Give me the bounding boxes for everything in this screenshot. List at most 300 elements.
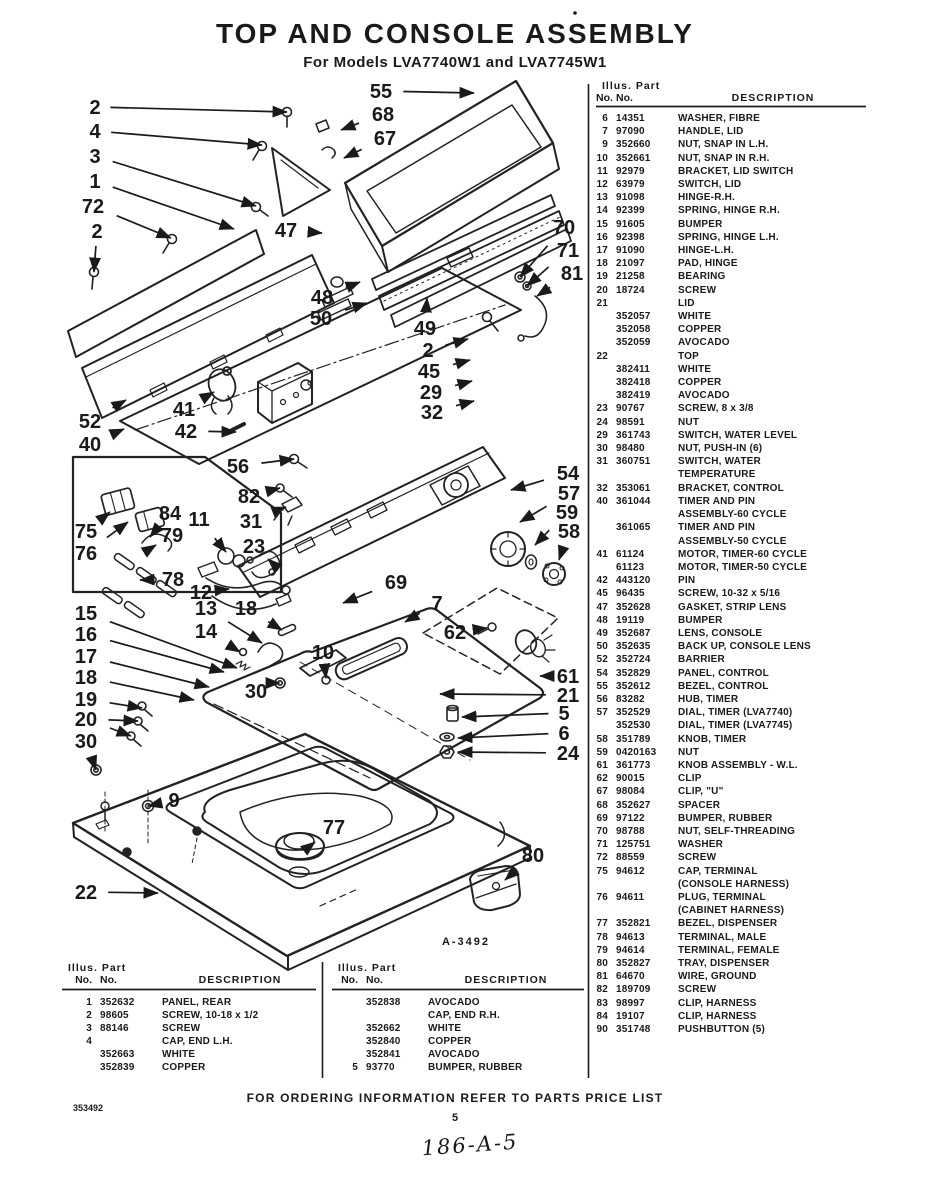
table-row <box>596 970 868 983</box>
table-row <box>596 785 868 798</box>
header-no1: No. <box>596 92 613 104</box>
table-row <box>596 693 868 706</box>
table-row <box>596 284 868 297</box>
description-cell: WASHER <box>678 839 724 851</box>
table-row <box>596 468 868 481</box>
table-row <box>596 244 868 257</box>
part-no-cell: 61124 <box>616 548 645 560</box>
description-cell: BEZEL, CONTROL <box>678 680 769 692</box>
callout-label: 52 <box>78 411 102 433</box>
callout-label: 54 <box>556 463 580 485</box>
page-subtitle: For Models LVA7740W1 and LVA7745W1 <box>303 54 607 71</box>
table-row <box>596 601 868 614</box>
table-row <box>596 917 868 930</box>
illus-no-cell: 52 <box>596 654 608 666</box>
description-cell: CLIP, HARNESS <box>678 997 757 1009</box>
part-no-cell: 352627 <box>616 799 651 811</box>
illus-no-cell <box>596 336 616 349</box>
bottom-left-table-header <box>62 962 318 986</box>
callout-label: 21 <box>556 685 580 707</box>
leader-line <box>505 872 514 880</box>
description-cell: AVOCADO <box>678 337 730 349</box>
header-no2: No. <box>366 974 383 986</box>
table-row <box>596 851 868 864</box>
description-cell: (CABINET HARNESS) <box>678 905 785 917</box>
description-cell: ASSEMBLY-50 CYCLE <box>678 535 787 547</box>
table-row <box>596 1023 868 1036</box>
leader-line <box>527 267 549 286</box>
description-cell: SCREW, 8 x 3/8 <box>678 403 754 415</box>
description-cell: SCREW <box>162 1023 201 1034</box>
description-cell: BARRIER <box>678 654 725 666</box>
illus-no-cell <box>332 996 366 1009</box>
illus-no-cell: 22 <box>596 350 608 362</box>
callout-label: 13 <box>194 598 218 620</box>
part-no-cell: 90767 <box>616 403 645 415</box>
leader-line <box>325 668 326 678</box>
table-row <box>62 1009 318 1022</box>
illus-no-cell: 54 <box>596 667 608 679</box>
part-no-cell: 352057 <box>616 311 651 323</box>
callout-label: 4 <box>89 121 101 143</box>
callout-label: 29 <box>419 382 443 404</box>
leader-line <box>150 545 156 549</box>
callout-label: 69 <box>384 572 408 594</box>
table-row <box>596 310 868 323</box>
leader-line <box>520 506 547 522</box>
illus-no-cell: 31 <box>596 456 608 468</box>
illus-no-cell <box>596 719 616 732</box>
part-no-cell: 352632 <box>100 997 135 1008</box>
part-no-cell: 21097 <box>616 258 645 270</box>
callout-label: 15 <box>74 603 98 625</box>
leader-line <box>341 123 359 130</box>
description-cell: TIMER AND PIN <box>678 495 756 507</box>
part-no-cell: 97122 <box>616 812 645 824</box>
callout-label: 18 <box>74 667 98 689</box>
part-no-cell: 351748 <box>616 1024 651 1036</box>
illus-no-cell: 19 <box>596 271 608 283</box>
leader-line <box>440 694 546 695</box>
illus-no-cell: 30 <box>596 443 608 455</box>
part-no-cell: 352058 <box>616 324 651 336</box>
callout-label: 70 <box>552 217 576 239</box>
illus-no-cell: 6 <box>602 113 608 124</box>
part-no-cell: 91098 <box>616 192 645 204</box>
illus-no-cell <box>332 1009 366 1022</box>
callout-label: 10 <box>311 642 335 664</box>
description-cell: TERMINAL, FEMALE <box>678 944 780 956</box>
part-no-cell <box>616 297 678 310</box>
description-cell: BUMPER <box>678 614 723 626</box>
leader-line <box>456 401 474 406</box>
callout-label: 59 <box>555 502 579 524</box>
leader-line <box>228 645 240 652</box>
table-row <box>596 561 868 574</box>
part-no-cell <box>616 904 678 917</box>
description-cell: SPACER <box>678 799 721 811</box>
illus-no-cell: 62 <box>596 773 608 785</box>
leader-line <box>113 162 256 207</box>
callout-label: 76 <box>74 543 98 565</box>
illus-no-cell: 32 <box>596 482 608 494</box>
part-no-cell <box>366 1009 428 1022</box>
illus-no-cell <box>596 535 616 548</box>
illus-no-cell <box>596 376 616 389</box>
callout-label: 9 <box>168 790 180 812</box>
leader-line <box>458 752 546 753</box>
stray-dot <box>573 11 577 15</box>
table-row <box>596 1010 868 1023</box>
description-cell: KNOB ASSEMBLY - W.L. <box>678 759 798 771</box>
table-row <box>596 270 868 283</box>
table-row <box>596 983 868 996</box>
description-cell: NUT, SNAP IN L.H. <box>678 139 769 151</box>
table-row <box>596 257 868 270</box>
description-cell: WHITE <box>428 1023 462 1034</box>
table-row <box>62 1035 318 1048</box>
illus-no-cell: 16 <box>596 231 608 243</box>
description-cell: CLIP <box>678 773 702 785</box>
table-row <box>596 878 868 891</box>
illus-no-cell: 70 <box>596 825 608 837</box>
description-cell: TRAY, DISPENSER <box>678 958 770 969</box>
callout-label: 1 <box>89 171 101 193</box>
callout-label: 12 <box>189 582 213 604</box>
leader-line <box>453 360 470 365</box>
illus-no-cell: 29 <box>596 429 608 441</box>
illus-no-cell: 58 <box>596 733 608 745</box>
part-no-cell <box>616 878 678 891</box>
table-row <box>596 402 868 415</box>
table-row <box>596 138 868 151</box>
illus-no-cell: 13 <box>596 192 608 204</box>
callout-label: 78 <box>161 569 185 591</box>
leader-line <box>110 107 287 112</box>
description-cell: SPRING, HINGE R.H. <box>678 205 780 217</box>
description-cell: PUSHBUTTON (5) <box>678 1024 766 1036</box>
leader-line <box>511 480 544 490</box>
table-row <box>596 508 868 521</box>
header-no2: No. <box>616 92 633 104</box>
illus-no-cell: 12 <box>596 179 608 191</box>
description-cell: BUMPER, RUBBER <box>428 1062 523 1073</box>
leader-line <box>208 431 236 432</box>
callout-label: 55 <box>369 81 393 103</box>
illus-no-cell: 11 <box>597 165 608 177</box>
part-no-cell: 382419 <box>616 390 651 402</box>
part-no-cell: 0420163 <box>616 746 657 758</box>
callout-label: 62 <box>443 622 467 644</box>
illus-no-cell: 56 <box>596 693 608 705</box>
illus-no-cell: 79 <box>596 944 608 956</box>
part-no-cell: 352662 <box>366 1023 401 1034</box>
top-panel-fasteners-shape <box>101 790 201 864</box>
table-row <box>596 323 868 336</box>
description-cell: CAP, END L.H. <box>162 1036 233 1047</box>
leader-line <box>224 589 229 590</box>
part-no-cell: 91090 <box>616 245 645 257</box>
top-panel-shape <box>73 734 530 970</box>
right-table-header <box>596 80 868 104</box>
part-no-cell: 94612 <box>616 865 645 877</box>
table-row <box>596 614 868 627</box>
leader-line <box>261 459 294 463</box>
pin-shape <box>232 424 244 430</box>
illus-no-cell <box>332 1048 366 1061</box>
table-row <box>62 1048 318 1061</box>
description-cell: WASHER, FIBRE <box>678 113 761 124</box>
control-panel-shape <box>238 447 505 597</box>
illus-no-cell <box>596 389 616 402</box>
table-row <box>332 1009 584 1022</box>
illus-no-cell: 84 <box>596 1010 608 1022</box>
description-cell: (CONSOLE HARNESS) <box>678 878 790 890</box>
part-no-cell: 352059 <box>616 337 651 349</box>
part-no-cell <box>100 1035 162 1048</box>
table-row <box>596 165 868 178</box>
part-no-cell: 361044 <box>616 495 651 507</box>
callout-label: 72 <box>81 196 105 218</box>
description-cell: PIN <box>678 575 696 587</box>
description-cell: NUT, PUSH-IN (6) <box>678 443 763 455</box>
table-row <box>596 627 868 640</box>
leader-line <box>110 682 194 700</box>
part-no-cell: 353061 <box>616 482 651 494</box>
part-no-cell: 352841 <box>366 1049 401 1060</box>
description-cell: BEARING <box>678 271 726 283</box>
lens-strips-shape <box>372 195 571 327</box>
callout-label: 61 <box>556 666 580 688</box>
callout-label: 67 <box>373 128 397 150</box>
part-no-cell: 83282 <box>616 693 645 705</box>
diagram-artwork <box>68 81 571 970</box>
part-no-cell: 96435 <box>616 588 645 600</box>
callout-label: 2 <box>89 97 101 119</box>
plate-code: 186-A-5 <box>420 1129 520 1161</box>
table-row <box>332 1048 584 1061</box>
part-no-cell <box>616 350 678 363</box>
part-no-cell: 352628 <box>616 601 651 613</box>
illus-no-cell: 2 <box>86 1010 92 1021</box>
description-cell: CAP, END R.H. <box>428 1010 500 1021</box>
part-no-cell: 61123 <box>616 561 645 573</box>
part-no-cell: 352838 <box>366 997 401 1008</box>
leader-line <box>309 232 322 233</box>
description-cell: HANDLE, LID <box>678 126 744 138</box>
table-row <box>596 997 868 1010</box>
description-cell: BUMPER, RUBBER <box>678 812 773 824</box>
illus-no-cell: 17 <box>596 245 608 257</box>
illus-no-cell <box>332 1022 366 1035</box>
table-row <box>596 891 868 904</box>
illus-no-cell: 9 <box>602 139 608 151</box>
callout-label: 80 <box>521 845 545 867</box>
description-cell: HUB, TIMER <box>678 693 739 705</box>
callout-label: 40 <box>78 434 102 456</box>
leader-line <box>344 149 362 158</box>
part-no-cell: 90015 <box>616 773 645 785</box>
illus-no-cell: 49 <box>596 627 608 639</box>
illus-no-cell <box>62 1048 100 1061</box>
description-cell: WIRE, GROUND <box>678 971 757 983</box>
illus-no-cell: 82 <box>596 984 608 996</box>
callout-label: 14 <box>194 621 218 643</box>
callout-label: 3 <box>89 146 101 168</box>
table-row <box>596 389 868 402</box>
page-number: 5 <box>451 1112 459 1124</box>
leader-line <box>426 298 427 313</box>
table-row <box>596 944 868 957</box>
leader-line <box>117 216 171 238</box>
part-no-cell: 18724 <box>616 284 645 296</box>
table-row <box>596 442 868 455</box>
table-row <box>596 759 868 772</box>
parts-table-right <box>596 112 868 1036</box>
leader-line <box>110 622 237 668</box>
illus-no-cell: 61 <box>596 759 608 771</box>
header-description: DESCRIPTION <box>731 92 815 104</box>
description-cell: LENS, CONSOLE <box>678 627 763 639</box>
callout-label: 50 <box>309 308 333 330</box>
part-no-cell: 361743 <box>616 429 651 441</box>
table-row <box>596 640 868 653</box>
illus-no-cell: 4 <box>86 1036 92 1047</box>
description-cell: SWITCH, WATER LEVEL <box>678 429 798 441</box>
table-row <box>596 363 868 376</box>
table-row <box>596 680 868 693</box>
part-no-cell: 98480 <box>616 443 645 455</box>
description-cell: SWITCH, WATER <box>678 456 761 468</box>
illus-no-cell <box>596 363 616 376</box>
part-no-cell: 98605 <box>100 1010 129 1021</box>
description-cell: SCREW <box>678 984 717 996</box>
callout-label: 56 <box>226 456 250 478</box>
callout-label: 48 <box>310 287 334 309</box>
table-row <box>596 204 868 217</box>
callout-label: 17 <box>74 646 98 668</box>
part-no-cell: 352612 <box>616 680 651 692</box>
description-cell: ASSEMBLY-60 CYCLE <box>678 509 787 521</box>
table-row <box>596 455 868 468</box>
table-row <box>596 719 868 732</box>
illus-no-cell: 77 <box>596 918 608 930</box>
description-cell: PAD, HINGE <box>678 258 738 270</box>
table-row <box>332 996 584 1009</box>
description-cell: CAP, TERMINAL <box>678 865 758 877</box>
leader-line <box>109 720 139 721</box>
table-row <box>62 1022 318 1035</box>
leader-line <box>108 892 158 893</box>
part-no-cell: 352529 <box>616 707 651 719</box>
table-row <box>596 587 868 600</box>
table-row <box>596 535 868 548</box>
illus-no-cell <box>596 508 616 521</box>
part-no-cell: 14351 <box>616 113 645 124</box>
timer-dial-shape <box>491 532 565 585</box>
illus-no-cell <box>596 521 616 534</box>
part-no-cell: 94613 <box>616 931 645 943</box>
leader-line <box>403 92 474 94</box>
table-row <box>596 706 868 719</box>
illus-no-cell: 24 <box>596 416 608 428</box>
header-description: DESCRIPTION <box>464 974 548 986</box>
part-no-cell: 352839 <box>100 1062 135 1073</box>
callout-label: 16 <box>74 624 98 646</box>
leader-line <box>107 522 128 538</box>
description-cell: BACK UP, CONSOLE LENS <box>678 641 811 653</box>
callout-label: 11 <box>188 509 210 531</box>
table-row <box>596 667 868 680</box>
illus-no-cell: 76 <box>596 891 608 903</box>
part-no-cell <box>616 508 678 521</box>
header-illus-part: Illus. Part <box>68 962 127 974</box>
part-no-cell <box>616 468 678 481</box>
illus-no-cell: 47 <box>596 601 608 613</box>
table-row <box>596 112 868 125</box>
leader-line <box>535 530 549 545</box>
callout-label: 81 <box>560 263 584 285</box>
description-cell: AVOCADO <box>428 997 480 1008</box>
callout-label: 41 <box>172 399 196 421</box>
part-no-cell: 91605 <box>616 218 645 230</box>
callout-label: 57 <box>557 483 581 505</box>
part-no-cell: 19107 <box>616 1010 645 1022</box>
illus-no-cell: 20 <box>596 284 608 296</box>
leader-line <box>114 429 124 434</box>
illus-no-cell: 80 <box>596 958 608 969</box>
bottom-middle-table-header <box>332 962 584 986</box>
description-cell: COPPER <box>162 1062 206 1073</box>
header-description: DESCRIPTION <box>198 974 282 986</box>
description-cell: WHITE <box>162 1049 196 1060</box>
callout-label: 20 <box>74 709 98 731</box>
illus-no-cell: 45 <box>596 588 608 600</box>
illus-no-cell <box>596 878 616 891</box>
table-row <box>596 495 868 508</box>
description-cell: SWITCH, LID <box>678 179 742 191</box>
part-no-cell: 382411 <box>616 363 651 375</box>
part-no-cell: 63979 <box>616 179 645 191</box>
part-no-cell: 19119 <box>616 614 645 626</box>
leader-line <box>343 591 372 603</box>
illus-no-cell: 50 <box>596 641 608 653</box>
callout-label: 68 <box>371 104 395 126</box>
rear-panel-shape <box>68 230 334 418</box>
description-cell: WHITE <box>678 363 712 375</box>
leader-line <box>228 622 262 643</box>
part-no-cell: 94614 <box>616 944 645 956</box>
illus-no-cell: 90 <box>596 1024 608 1036</box>
leader-line <box>110 703 142 708</box>
table-row <box>62 996 318 1009</box>
table-row <box>596 297 868 310</box>
callout-label: 47 <box>274 220 298 242</box>
parts-table-bottom-middle <box>332 996 584 1074</box>
callout-layer <box>75 81 583 904</box>
illus-no-cell: 68 <box>596 799 608 811</box>
callout-label: 45 <box>417 361 441 383</box>
description-cell: TERMINAL, MALE <box>678 931 767 943</box>
table-row <box>596 231 868 244</box>
illus-no-cell: 14 <box>596 205 608 217</box>
table-row <box>596 125 868 138</box>
leader-line <box>346 282 360 288</box>
description-cell: PLUG, TERMINAL <box>678 891 766 903</box>
leader-line <box>559 550 562 560</box>
part-no-cell: 352660 <box>616 139 651 151</box>
part-no-cell: 352530 <box>616 720 651 732</box>
